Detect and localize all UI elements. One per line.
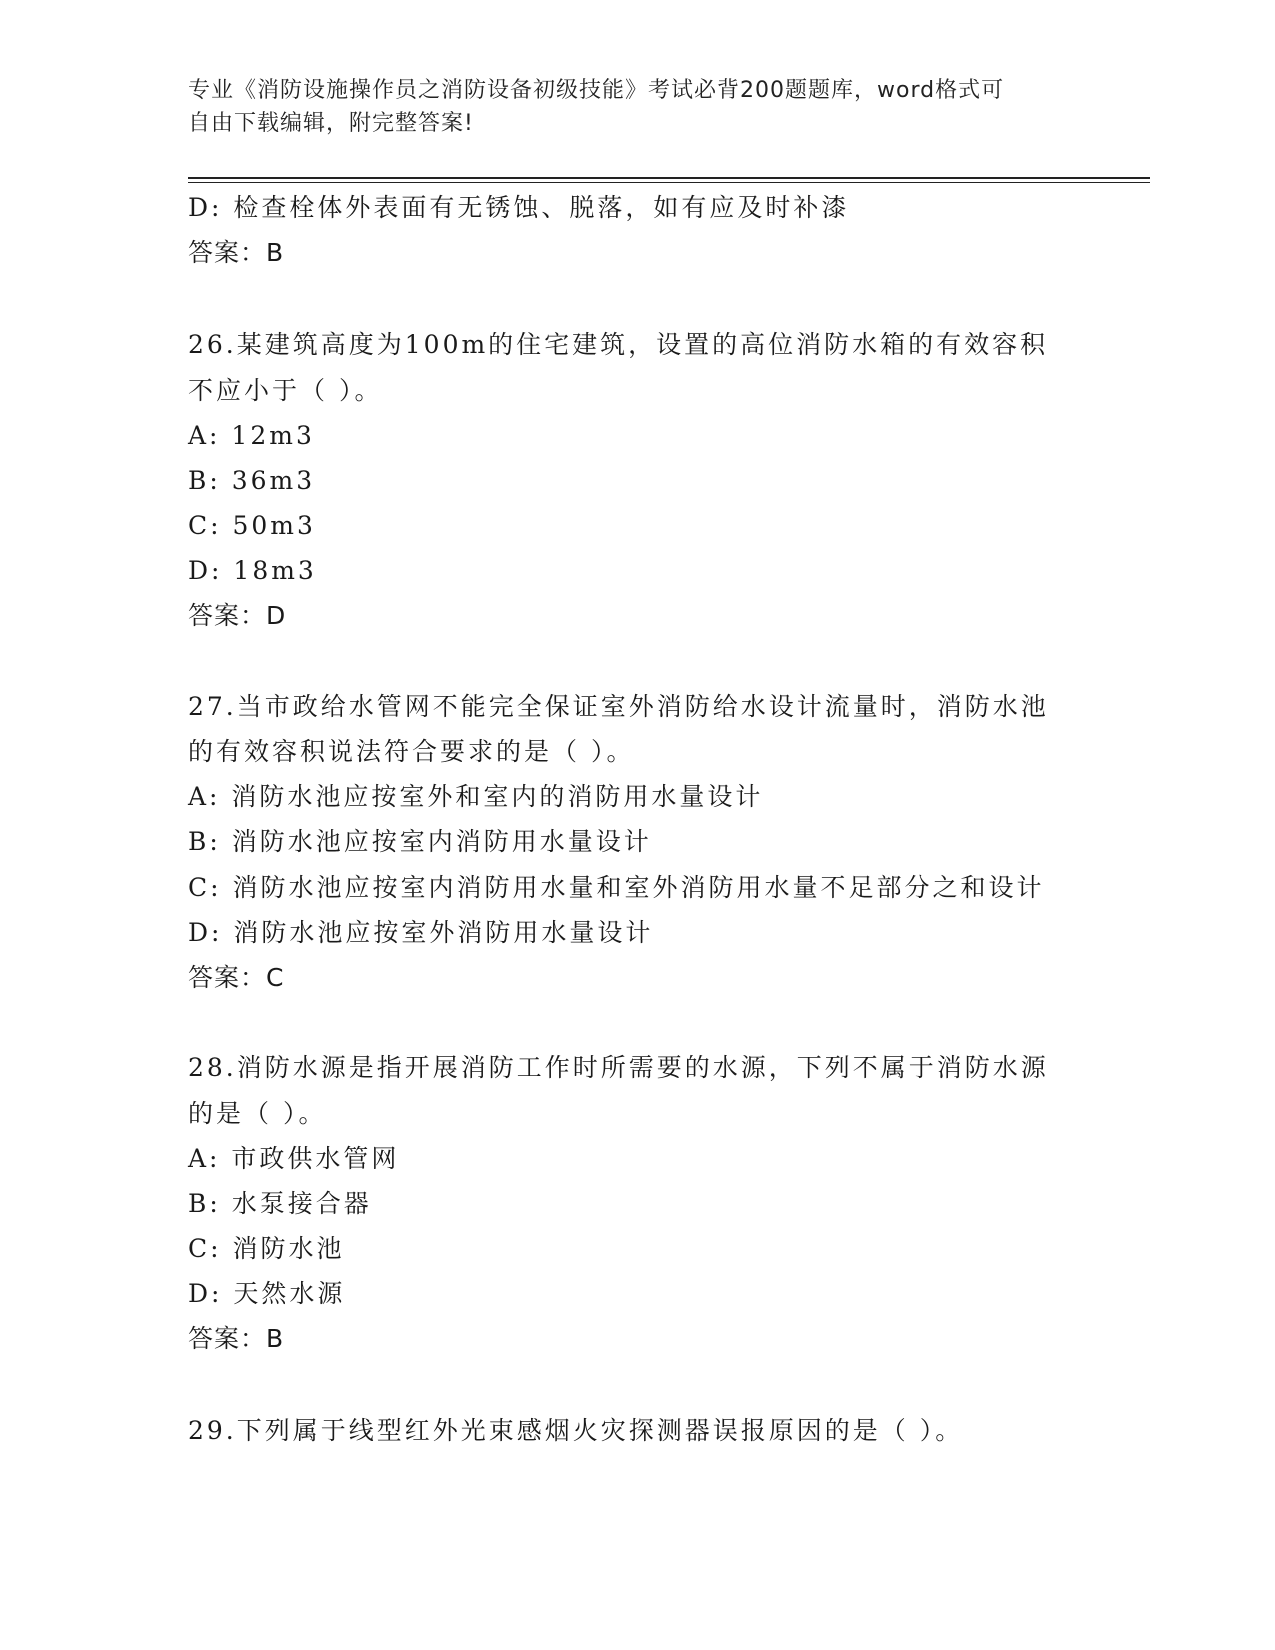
document-header bbox=[188, 74, 1088, 140]
question-26-option-b: B: 36m3 bbox=[188, 466, 316, 495]
header-title-line-1: 专业《消防设施操作员之消防设备初级技能》考试必背200题题库，word格式可 bbox=[188, 78, 1005, 103]
question-26-option-c: C: 50m3 bbox=[188, 511, 316, 540]
question-27-stem-line-1: 27.当市政给水管网不能完全保证室外消防给水设计流量时，消防水池 bbox=[188, 692, 1049, 721]
question-26-answer: 答案：D bbox=[188, 601, 287, 630]
question-26-stem-line-2: 不应小于（ ）。 bbox=[188, 376, 383, 405]
question-27-option-a: A: 消防水池应按室外和室内的消防用水量设计 bbox=[188, 782, 764, 811]
question-26-option-a: A: 12m3 bbox=[188, 421, 315, 450]
question-28-option-b: B: 水泵接合器 bbox=[188, 1189, 372, 1218]
question-27-answer: 答案：C bbox=[188, 963, 285, 992]
question-27-option-b: B: 消防水池应按室内消防用水量设计 bbox=[188, 827, 652, 856]
question-28-option-c: C: 消防水池 bbox=[188, 1234, 345, 1263]
question-28-stem-line-1: 28.消防水源是指开展消防工作时所需要的水源，下列不属于消防水源 bbox=[188, 1053, 1049, 1082]
question-28-option-d: D: 天然水源 bbox=[188, 1279, 346, 1308]
question-28-option-a: A: 市政供水管网 bbox=[188, 1144, 400, 1173]
option-d-prev: D: 检查栓体外表面有无锈蚀、脱落，如有应及时补漆 bbox=[188, 193, 850, 222]
question-27-option-d: D: 消防水池应按室外消防用水量设计 bbox=[188, 918, 654, 947]
question-27-option-c: C: 消防水池应按室内消防用水量和室外消防用水量不足部分之和设计 bbox=[188, 873, 1045, 902]
question-28-stem-line-2: 的是（ ）。 bbox=[188, 1099, 327, 1128]
question-27-stem-line-2: 的有效容积说法符合要求的是（ ）。 bbox=[188, 737, 635, 766]
question-26-stem-line-1: 26.某建筑高度为100m的住宅建筑，设置的高位消防水箱的有效容积 bbox=[188, 330, 1049, 359]
header-divider-thick bbox=[188, 177, 1150, 179]
header-divider-thin bbox=[188, 182, 1150, 183]
question-26-option-d: D: 18m3 bbox=[188, 556, 317, 585]
question-28-answer: 答案：B bbox=[188, 1324, 285, 1353]
header-title-line-2: 自由下载编辑，附完整答案! bbox=[188, 111, 474, 136]
answer-prev: 答案：B bbox=[188, 238, 285, 267]
question-29-stem-line-1: 29.下列属于线型红外光束感烟火灾探测器误报原因的是（ ）。 bbox=[188, 1416, 964, 1445]
